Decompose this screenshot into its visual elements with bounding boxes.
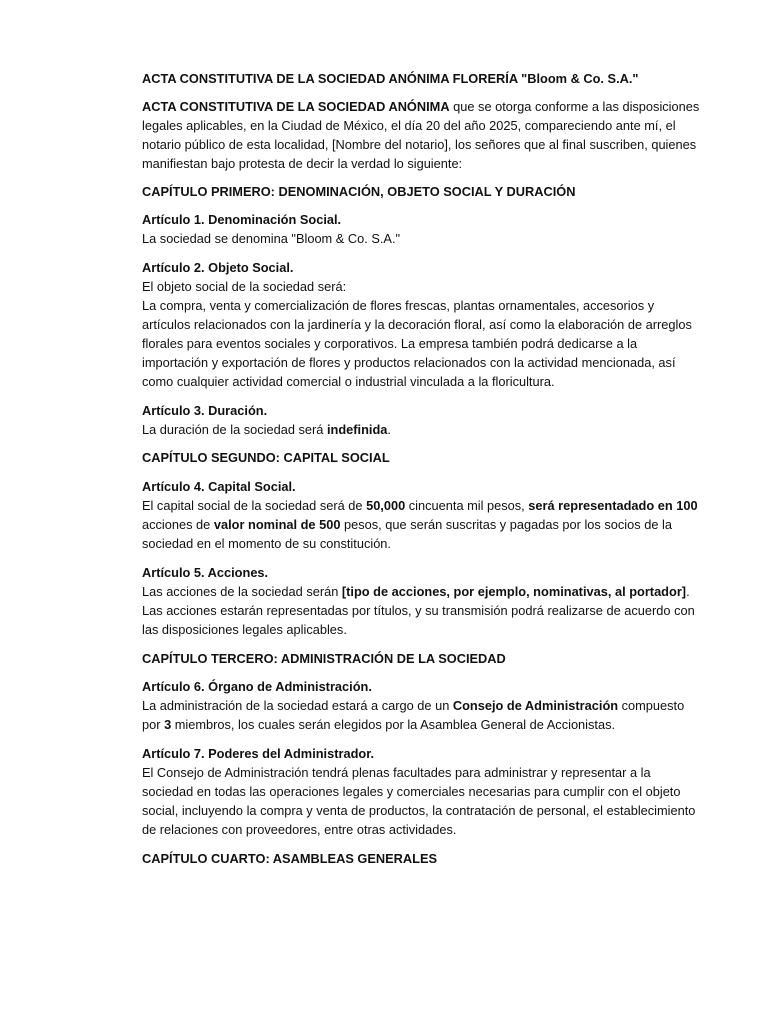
- article-5-b1: [tipo de acciones, por ejemplo, nominativas, al portador]: [341, 583, 687, 599]
- article-6-b1: Consejo de Administración: [452, 698, 619, 714]
- chapter-heading-1: CAPÍTULO PRIMERO: DENOMINACIÓN, OBJETO SOCIAL Y DURACIÓN: [142, 183, 576, 199]
- article-4-t2: cincuenta mil pesos,: [405, 498, 529, 514]
- article-2-text: La compra, venta y comercialización de flores frescas, plantas ornamentales, accesorios y artículos relacionados con la jardinería y la decoración floral, así como la elaboración de arreglos florales para eventos sociales y corporativos. La empresa también podrá dedicarse a la importación y exportación de flores y productos relacionados con la actividad mencionada, así como cualquier actividad comercial o industrial vinculada a la floricultura.: [142, 298, 692, 389]
- article-6-heading: Artículo 6. Órgano de Administración.: [142, 679, 372, 695]
- article-7-heading: Artículo 7. Poderes del Administrador.: [142, 746, 375, 762]
- article-5-t1: Las acciones de la sociedad serán: [142, 583, 342, 599]
- article-6-t2: compuesto por: [142, 698, 685, 733]
- intro-bold-lead: ACTA CONSTITUTIVA DE LA SOCIEDAD ANÓNIMA: [142, 98, 450, 114]
- chapter-heading-4: CAPÍTULO CUARTO: ASAMBLEAS GENERALES: [142, 850, 438, 866]
- chapter-heading-2: CAPÍTULO SEGUNDO: CAPITAL SOCIAL: [142, 450, 390, 466]
- article-4-t4: pesos, que serán suscritas y pagadas por los socios de la sociedad en el momento de su constitución.: [142, 517, 672, 552]
- intro-text: que se otorga conforme a las disposiciones legales aplicables, en la Ciudad de México, el día 20 del año 2025, compareciendo ante mí, el notario público de esta localidad, [Nombre del notario], los señores que al final suscriben, quienes manifiestan bajo protesta de decir la verdad lo siguiente:: [142, 98, 700, 171]
- article-4: [142, 478, 702, 554]
- article-3-text-after: .: [387, 421, 391, 437]
- article-6-body: [142, 697, 702, 735]
- document-page: [142, 70, 702, 879]
- article-3-text-before: La duración de la sociedad será: [142, 421, 327, 437]
- intro-paragraph: [142, 98, 702, 174]
- article-3-bold: indefinida: [326, 421, 388, 437]
- article-7: [142, 745, 702, 840]
- article-4-body: [142, 497, 702, 554]
- article-2-heading: Artículo 2. Objeto Social.: [142, 260, 294, 276]
- article-4-t3: acciones de: [142, 517, 214, 533]
- article-7-text: El Consejo de Administración tendrá plenas facultades para administrar y representar a la sociedad en todas las operaciones legales y comerciales necesarias para cumplir con el objeto social, incluyendo la compra y venta de productos, la contratación de personal, el establecimiento de relaciones con proveedores, entre otras actividades.: [142, 765, 696, 837]
- article-3-body: [142, 421, 702, 440]
- article-4-heading: Artículo 4. Capital Social.: [142, 479, 296, 495]
- article-4-b1: 50,000: [366, 498, 406, 514]
- article-4-t1: El capital social de la sociedad será de: [142, 498, 367, 514]
- article-4-b3: valor nominal de 500: [213, 517, 341, 533]
- article-3-heading: Artículo 3. Duración.: [142, 402, 268, 418]
- article-6-t1: La administración de la sociedad estará a cargo de un: [142, 698, 453, 714]
- chapter-heading-3: CAPÍTULO TERCERO: ADMINISTRACIÓN DE LA SOCIEDAD: [142, 650, 506, 666]
- article-5-body: [142, 583, 702, 640]
- document-title: ACTA CONSTITUTIVA DE LA SOCIEDAD ANÓNIMA FLORERÍA "Bloom & Co. S.A.": [142, 71, 639, 86]
- article-1-text: La sociedad se denomina "Bloom & Co. S.A.": [142, 231, 401, 247]
- article-6: [142, 678, 702, 735]
- article-6-b2: 3: [164, 717, 172, 733]
- article-2: [142, 259, 702, 391]
- article-3: [142, 402, 702, 440]
- article-2-intro: El objeto social de la sociedad será:: [142, 279, 347, 295]
- article-5-heading: Artículo 5. Acciones.: [142, 564, 269, 580]
- article-5-t2: . Las acciones estarán representadas por títulos, y su transmisión podrá realizarse de acuerdo con las disposiciones legales aplicables.: [142, 583, 695, 637]
- article-1: [142, 211, 702, 249]
- article-4-b2: será representadado en 100: [528, 498, 698, 514]
- article-5: [142, 564, 702, 640]
- article-1-heading: Artículo 1. Denominación Social.: [142, 212, 342, 228]
- article-6-t3: miembros, los cuales serán elegidos por la Asamblea General de Accionistas.: [171, 717, 616, 733]
